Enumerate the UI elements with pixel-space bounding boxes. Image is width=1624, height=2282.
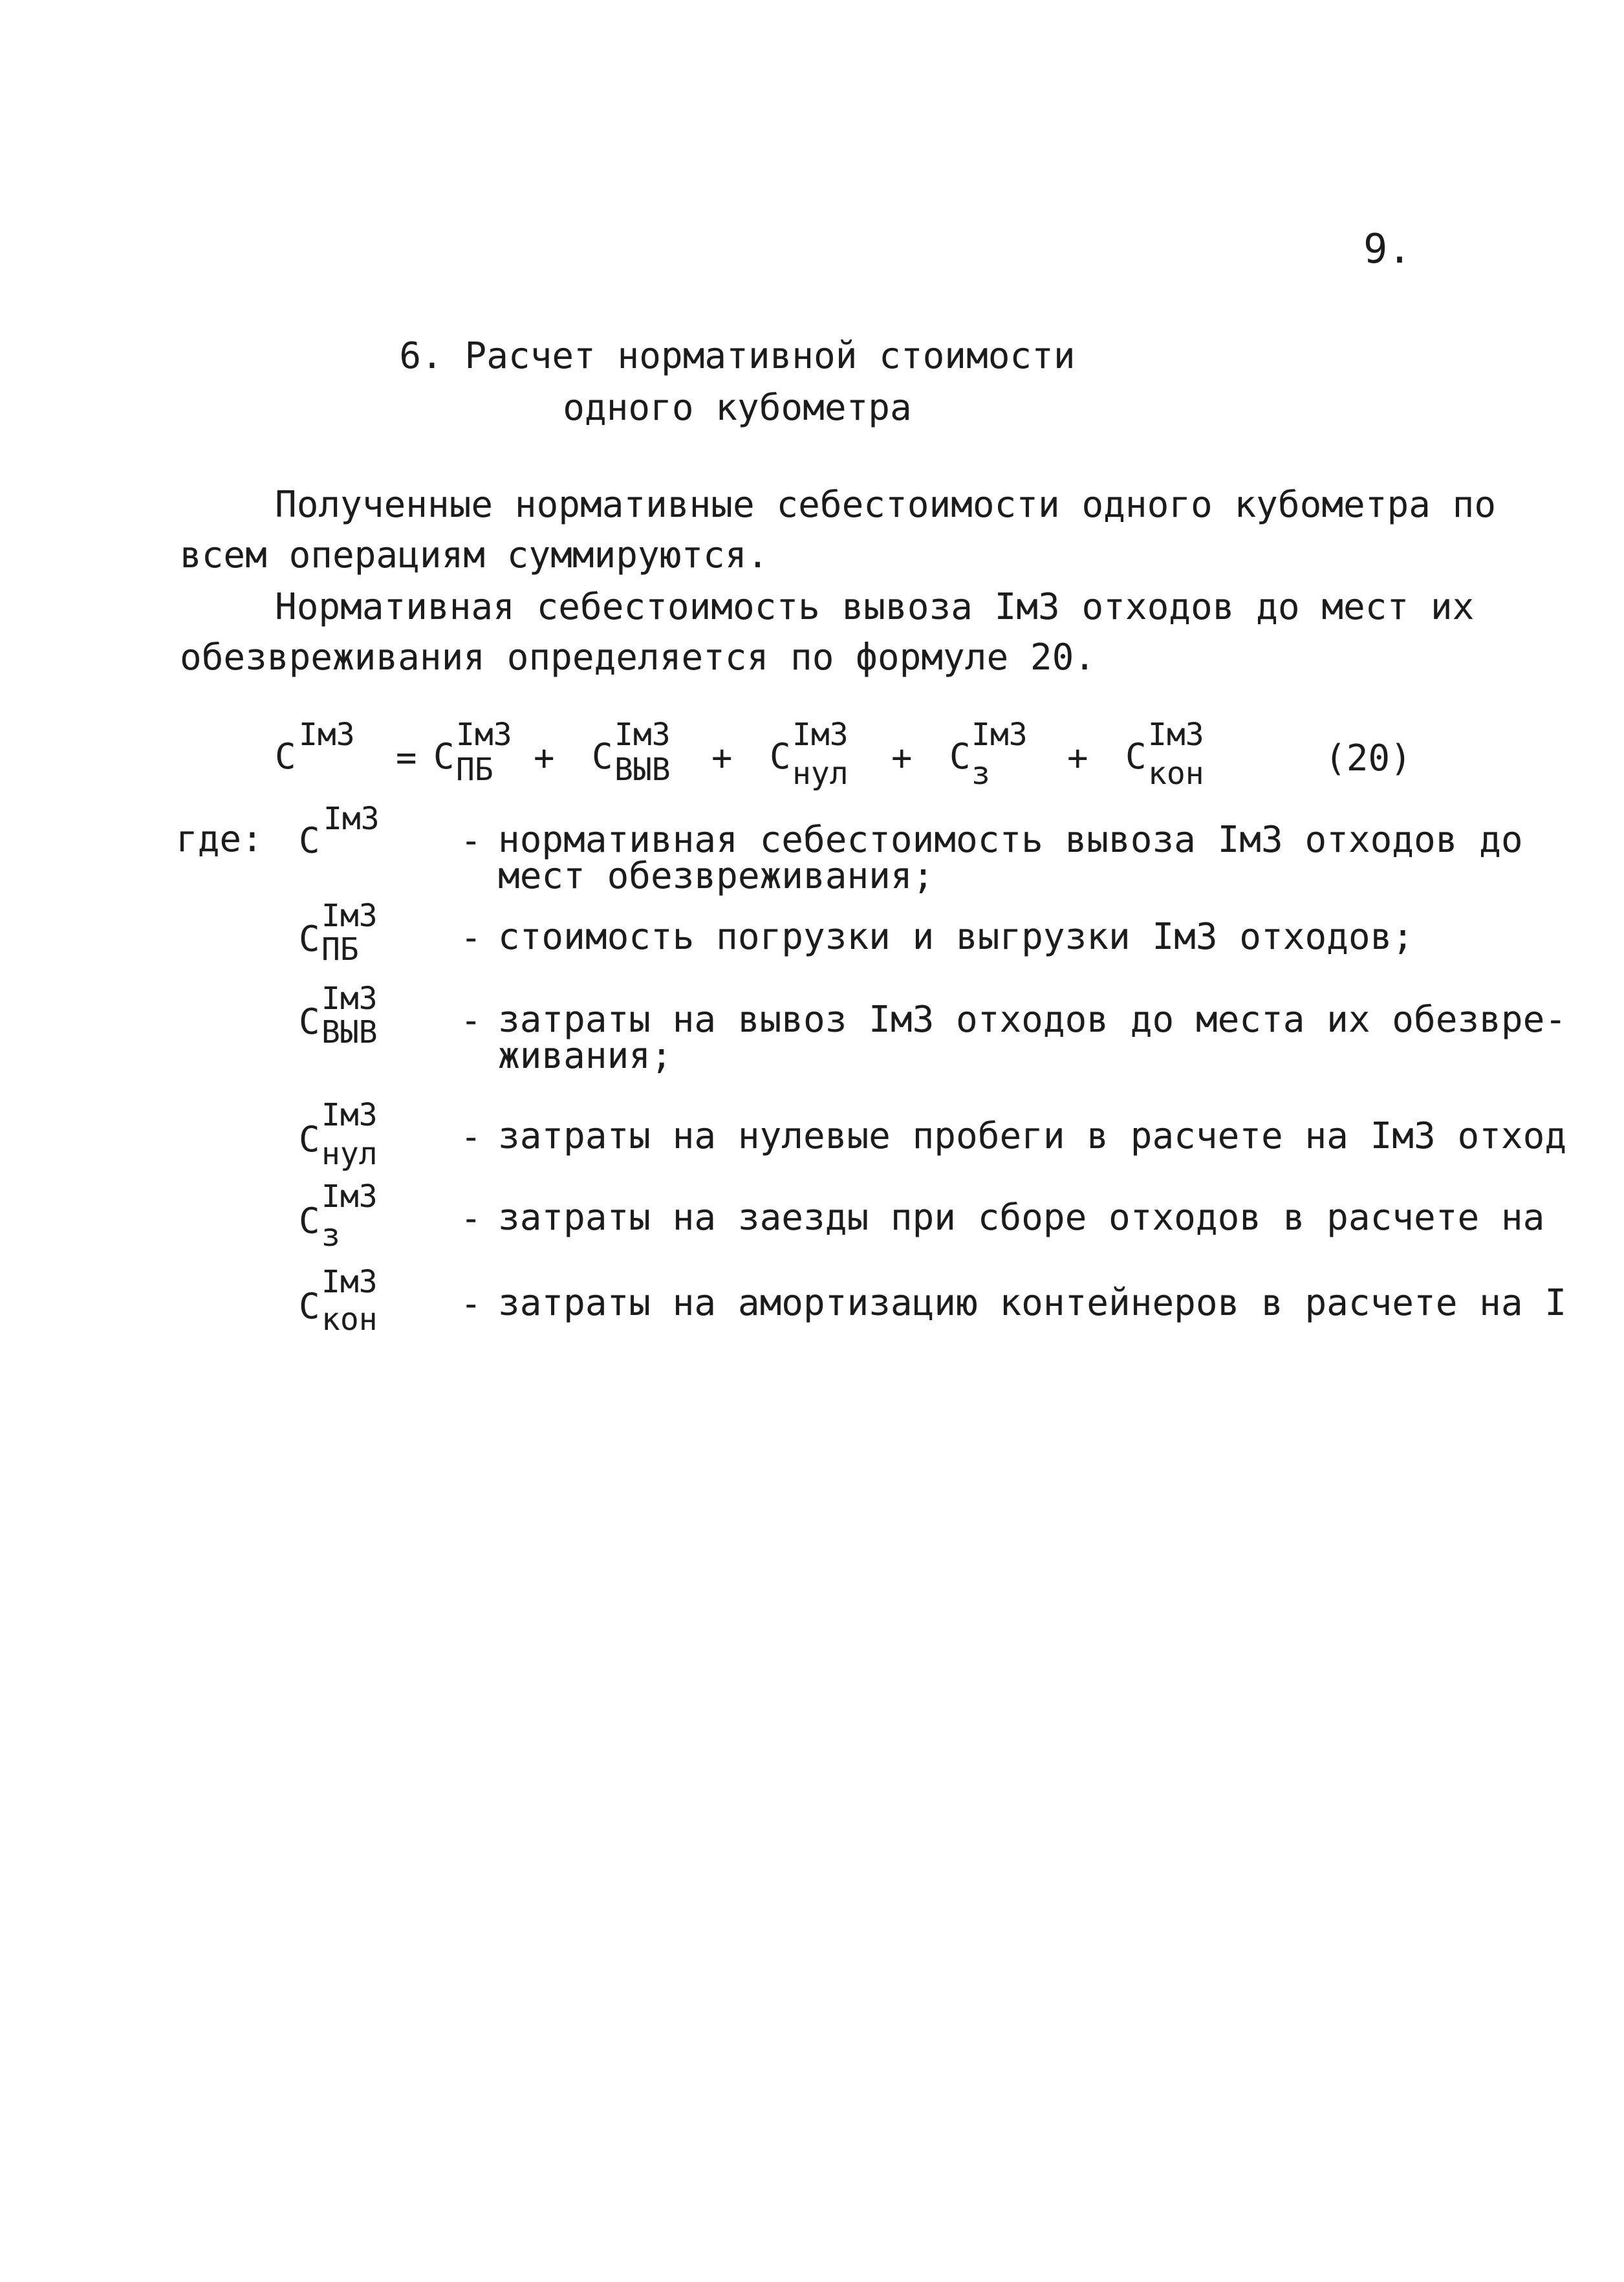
formula-term-pb-base: C — [433, 736, 455, 777]
legend-text-0-line2: мест обезвреживания; — [498, 855, 935, 897]
legend-symbol-0-sup: Iм3 — [323, 801, 380, 837]
formula-plus-1: + — [534, 737, 555, 778]
formula-term-vyv-sup: Iм3 — [614, 717, 671, 753]
legend-text-5-line1: затраты на амортизацию контейнеров в расчете на I — [498, 1282, 1567, 1324]
legend-dash-0: - — [460, 820, 482, 861]
formula-term-z-base: C — [949, 736, 971, 777]
legend-symbol-4-sup: Iм3 — [321, 1179, 378, 1215]
legend-dash-1: - — [460, 917, 482, 958]
legend-dash-5: - — [460, 1283, 482, 1324]
legend-symbol-2-sup: Iм3 — [321, 981, 378, 1017]
legend-dash-4: - — [460, 1198, 482, 1239]
formula-lhs-base: C — [275, 736, 296, 777]
legend-text-0-line1: нормативная себестоимость вывоза Iм3 отходов до — [498, 819, 1523, 861]
formula-plus-3: + — [891, 737, 913, 778]
legend-symbol-4-base: C — [299, 1201, 320, 1241]
legend-symbol-3-sub: нул — [321, 1136, 378, 1172]
formula-equals: = — [396, 737, 417, 778]
legend-symbol-4-sub: з — [321, 1217, 340, 1254]
legend-symbol-5-sub: кон — [321, 1301, 378, 1338]
formula-term-nul-sup: Iм3 — [792, 717, 849, 753]
legend-symbol-2-sub: ВЫВ — [321, 1014, 378, 1050]
formula-term-kon-sub: кон — [1148, 755, 1204, 792]
legend-symbol-1-base: C — [299, 918, 320, 959]
formula-term-z-sub: з — [971, 755, 990, 792]
section-title-line1: 6. Расчет нормативной стоимости — [399, 335, 1076, 377]
formula-term-nul-base: C — [770, 736, 791, 777]
formula-plus-2: + — [711, 737, 733, 778]
formula-plus-4: + — [1067, 737, 1088, 778]
formula-term-pb-sub: ПБ — [456, 752, 493, 788]
legend-text-4-line1: затраты на заезды при сборе отходов в расчете на — [498, 1197, 1545, 1239]
where-label: где: — [176, 818, 263, 860]
legend-symbol-5-base: C — [299, 1286, 320, 1327]
legend-text-2-line1: затраты на вывоз Iм3 отходов до места их обезвре- — [498, 999, 1567, 1041]
paragraph-1-line-1: Полученные нормативные себестоимости одного кубометра по — [275, 484, 1497, 526]
formula-number: (20) — [1325, 737, 1412, 779]
legend-symbol-5-sup: Iм3 — [321, 1264, 378, 1300]
formula-term-kon-sup: Iм3 — [1148, 717, 1204, 753]
legend-symbol-2-base: C — [299, 1001, 320, 1042]
page-number: 9. — [1363, 225, 1412, 272]
paragraph-2-line-1: Нормативная себестоимость вывоза Iм3 отходов до мест их — [275, 586, 1475, 628]
legend-symbol-3-base: C — [299, 1119, 320, 1160]
legend-text-1-line1: стоимость погрузки и выгрузки Iм3 отходов; — [498, 916, 1414, 958]
legend-symbol-1-sub: ПБ — [321, 931, 359, 968]
paragraph-1-line-2: всем операциям суммируются. — [180, 534, 769, 576]
formula-term-nul-sub: нул — [792, 755, 849, 792]
legend-symbol-1-sup: Iм3 — [321, 898, 378, 934]
legend-dash-2: - — [460, 1000, 482, 1041]
legend-symbol-0-base: C — [299, 820, 320, 861]
legend-dash-3: - — [460, 1116, 482, 1157]
paragraph-2-line-2: обезвреживания определяется по формуле 20. — [180, 636, 1096, 679]
formula-term-kon-base: C — [1125, 736, 1147, 777]
legend-symbol-3-sup: Iм3 — [321, 1097, 378, 1133]
formula-term-vyv-base: C — [592, 736, 613, 777]
formula-lhs-sup: Iм3 — [299, 717, 355, 753]
section-title-line2: одного кубометра — [563, 387, 912, 429]
formula-lhs — [275, 736, 296, 777]
formula-term-vyv-sub: ВЫВ — [614, 752, 671, 788]
legend-text-2-line2: живания; — [498, 1035, 673, 1077]
formula-term-z-sup: Iм3 — [971, 717, 1028, 753]
formula-term-pb-sup: Iм3 — [456, 717, 512, 753]
legend-text-3-line1: затраты на нулевые пробеги в расчете на Iм3 отход — [498, 1115, 1567, 1157]
